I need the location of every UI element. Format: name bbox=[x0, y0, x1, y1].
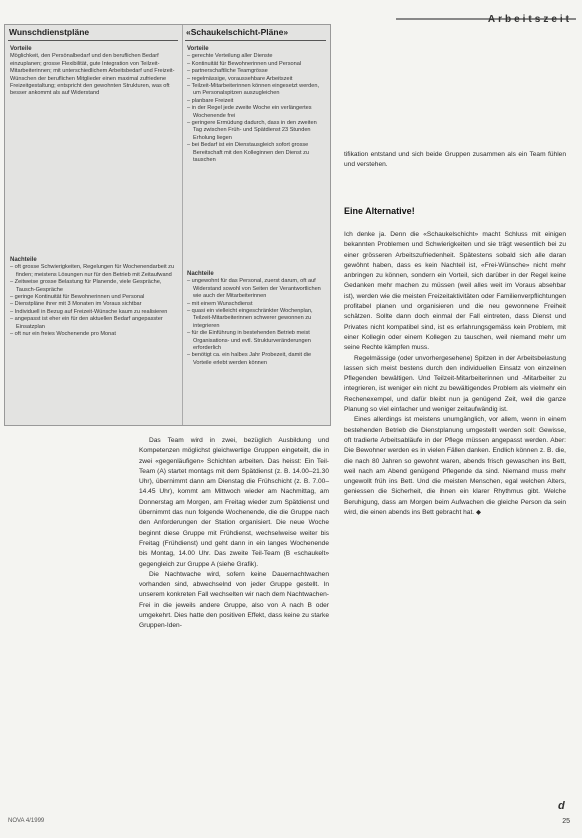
list-item: – Teilzeit-Mitarbeiterinnen können eingesetzt werden, um Personalspitzen auszugleichen bbox=[187, 83, 325, 98]
left-cons-list bbox=[10, 264, 176, 338]
list-item: – oft grosse Schwierigkeiten, Regelungen für Wochenendarbeit zu finden; meistens Lösungen nur für den Betrieb mit Zeitaufwand bbox=[10, 264, 176, 279]
list-item: – in der Regel jede zweite Woche ein verlängertes Wochenende frei bbox=[187, 105, 325, 120]
section-heading: Eine Alternative! bbox=[344, 206, 415, 216]
page-number: 25 bbox=[562, 818, 570, 825]
right-cons-list bbox=[187, 278, 325, 367]
body-paragraph: Die Nachtwache wird, sofern keine Dauernachtwachen vorhanden sind, abwechselnd von jeder Gruppe gestellt. In unserem konkreten Fall wechselten wir nach dem Nachtwachen-Frei in die jeweils andere Gruppe, also von A nach B oder umgekehrt. Dies hatte den positiven Effekt, dass keine zu starke Gruppen-Iden- bbox=[139, 570, 329, 630]
body-paragraph: Regelmässige (oder unvorhergesehene) Spitzen in der Arbeitsbelastung lassen sich meist bestens durch den individuellen Einsatz von einzelnen Pflegenden bewältigen. Und Teilzeit-Mitarbeiterinnen und -Mitarbeiter zu integrieren, ist weniger ein nicht zu bewältigendes Problem als vielmehr ein Rechenexempel, und dafür bleibt nun ja genügend Zeit, weil die ganze Planung so viel einfacher und weniger zeitaufwändig ist. bbox=[344, 354, 566, 414]
list-item: – Individuell in Bezug auf Freizeit-Wünsche kaum zu realisieren bbox=[10, 309, 176, 316]
right-pros-title: Vorteile bbox=[187, 46, 209, 52]
list-item: – regelmässige, voraussehbare Arbeitszeit bbox=[187, 76, 325, 83]
right-body-column bbox=[344, 230, 566, 518]
left-cons-block bbox=[10, 255, 176, 338]
list-item: – ungewohnt für das Personal, zuerst darum, oft auf Widerstand sowohl von Seiten der Verantwortlichen wie auch der Mitarbeiterinnen bbox=[187, 278, 325, 300]
body-paragraph: tifikation entstand und sich beide Gruppen zusammen als ein Team fühlen und verstehen. bbox=[344, 151, 566, 169]
left-heading-rule bbox=[8, 40, 178, 41]
table-divider bbox=[182, 25, 183, 425]
list-item: – Kontinuität für Bewohnerinnen und Personal bbox=[187, 61, 325, 68]
list-item: – für die Einführung in bestehenden Betrieb meist Organisations- und evtl. Strukturveränderungen erforderlich bbox=[187, 330, 325, 352]
right-cons-block bbox=[187, 269, 325, 367]
right-pros-block bbox=[187, 44, 325, 165]
list-item: – benötigt ca. ein halbes Jahr Probezeit, damit die Vorteile erlebt werden können bbox=[187, 352, 325, 367]
left-body-column bbox=[139, 436, 329, 632]
list-item: – Zeitweise grosse Belastung für Planende, viele Gespräche, Tausch-Gespräche bbox=[10, 279, 176, 294]
right-pros-list bbox=[187, 53, 325, 164]
list-item: – partnerschaftliche Teamgrösse bbox=[187, 68, 325, 75]
section-title: Arbeitszeit bbox=[487, 14, 572, 25]
list-item: – gerechte Verteilung aller Dienste bbox=[187, 53, 325, 60]
left-pros-block bbox=[10, 44, 176, 98]
body-paragraph: Ich denke ja. Denn die «Schaukelschicht» macht Schluss mit einigen bekannten Problemen und Schwierigkeiten und sie trägt wesentlich bei zu einer grösseren Arbeitszufriedenheit. Spätestens sobald sich alle daran gewöhnt haben, dass es kein Nachteil ist, «Frei-Wünsche» nicht mehr anbringen zu können, sondern ein Vorteil, sich darüber in der Regel keine Gedanken mehr machen zu müssen (weil alles weit im Voraus absehbar ist), werden wie die meisten Freizeitaktivitäten oder Familienverpflichtungen profitabel planen und organisieren und die neu gewonnene Freiheit schätzen. Sollte dann doch einmal der Fall eintreten, dass Dienst und Privates nicht kompatibel sind, ist es erfahrungsgemäss kein Problem, mit einer Kollegin oder einem Kollegen zu tauschen, weil niemand mehr um seine Rechte kämpfen muss. bbox=[344, 231, 566, 352]
left-pros-title: Vorteile bbox=[10, 46, 32, 52]
list-item: – planbare Freizeit bbox=[187, 98, 325, 105]
right-cons-title: Nachteile bbox=[187, 271, 214, 277]
body-paragraph: Eines allerdings ist meistens unumgänglich, vor allem, wenn in einem bestehenden Betrieb die Dienstplanung umgestellt werden soll: Gewisse, oft tradierte Arbeitsabläufe in der Pflege müssen angepasst werden. Aber: Die Bewohner werden es in vielen Fällen danken. Endlich können z. B. die, die nach 80 Jahren so gewohnt waren, abends frisch gewaschen ins Bett, weil nach am Abend genügend Pflegende da sind. Niemand muss mehr ungewollt früh ins Bett. Und die meisten Menschen, egal welchen Alters, geniessen die Sicherheit, die ihnen ein klarer Rhythmus gibt. Welche Beruhigung, dass am Morgen beim Aufwachen die gleiche Person da sein wird, die einen abends ins Bett gebracht hat. ◆ bbox=[344, 416, 566, 517]
right-table-heading: «Schaukelschicht-Pläne» bbox=[186, 27, 289, 37]
list-item: – oft nur ein freies Wochenende pro Monat bbox=[10, 331, 176, 338]
list-item: – angepasst ist eher ein für den aktuellen Bedarf angepasster Einsatzplan bbox=[10, 316, 176, 331]
left-pros-text: Möglichkeit, den Persönalbedarf und den beruflichen Bedarf einzuplanen; grosse Flexibilität, gute Integration von Teilzeit-Mitarbeiterinnen; mit unterschiedlichem Arbeitsbedarf und Freizeit-Wünschen der beruflichen Mitglieder einen maximal zufriedene Freizeitgestaltung; entspricht den gewohnten Strukturen, was oft besser ankommt als auf Widerstand bbox=[10, 53, 175, 97]
right-column-top bbox=[344, 150, 566, 171]
list-item: – geringe Kontinuität für Bewohnerinnen und Personal bbox=[10, 294, 176, 301]
list-item: – quasi ein vielleicht eingeschränkter Wochenplan, Teilzeit-Mitarbeiterinnen schwerer gewonnen zu integrieren bbox=[187, 308, 325, 330]
left-table-heading: Wunschdienstpläne bbox=[9, 27, 90, 37]
comparison-table bbox=[4, 24, 331, 426]
footer-issue: NOVA 4/1999 bbox=[8, 818, 45, 824]
list-item: – geringere Ermüdung dadurch, dass in den zweiten Tag zwischen Früh- und Spätdienst 23 Stunden Erholung liegen bbox=[187, 120, 325, 142]
right-heading-rule bbox=[185, 40, 326, 41]
logo-mark: d bbox=[558, 800, 565, 812]
list-item: – bei Bedarf ist ein Dienstausgleich sofort grosse Bereitschaft mit den Kolleginnen den Dienst zu tauschen bbox=[187, 142, 325, 164]
list-item: – mit einem Wunschdienst bbox=[187, 301, 325, 308]
left-cons-title: Nachteile bbox=[10, 257, 37, 263]
body-paragraph: Das Team wird in zwei, bezüglich Ausbildung und Kompetenzen möglichst gleichwertige Gruppen eingeteilt, die in zwei «gegenläufigen» Schichten arbeiten. Das heisst: Ein Teil-Team (A) startet montags mit dem Spätdienst (z. B. 14.00–21.30 Uhr), übernimmt dann am Dienstag die Frühschicht (z. B. 7.00–14.45 Uhr), kommt am Mittwoch wieder am Nachmittag, am Donnerstag am Morgen, am Freitag wieder zum Spätdienst und übernimmt das nun folgende Wochenende, die die Gruppe nach den Anforderungen der Station organisiert. Die neue Woche beginnt diese Gruppe mit Frühdienst, wechselweise weiter bis Freitag (Frühdienst) und geht dann in ein langes Wochenende bis Montag, 14.00 Uhr. Das zweite Teil-Team (B «schaukelt» gegengleich zur Gruppe A (siehe Grafik). bbox=[139, 437, 329, 568]
list-item: – Dienstpläne ihrer mit 3 Monaten im Voraus sichtbar bbox=[10, 301, 176, 308]
